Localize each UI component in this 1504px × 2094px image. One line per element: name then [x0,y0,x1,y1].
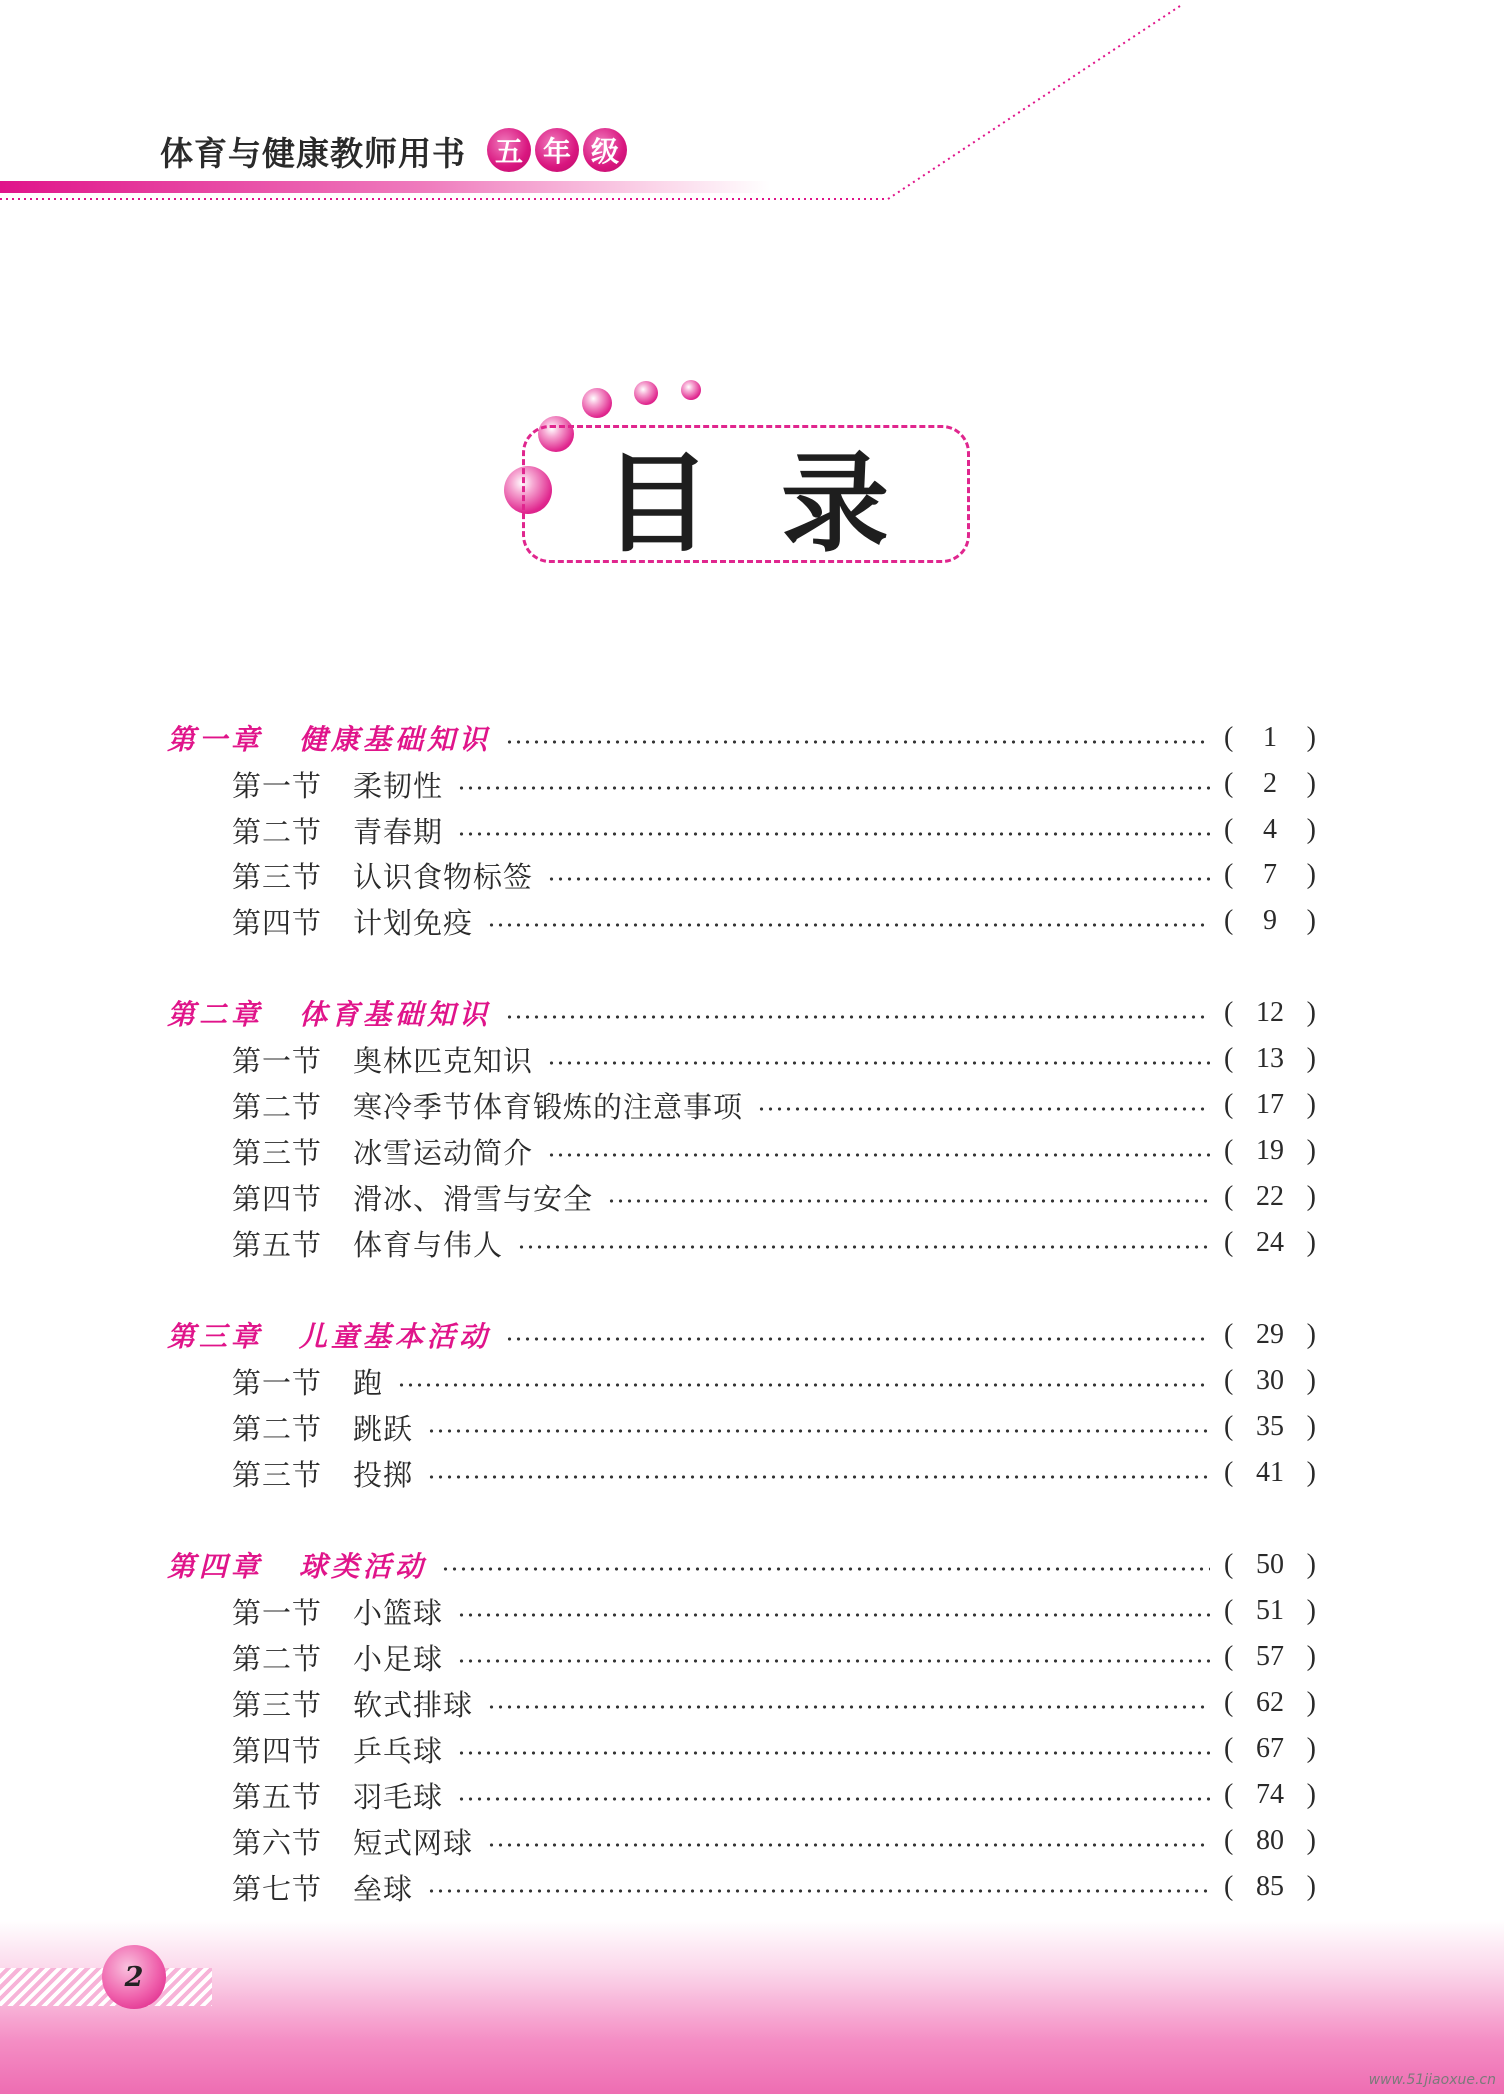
toc-entry-title: 跑 [353,1365,384,1400]
paren-open: ( [1224,1089,1234,1120]
paren-close: ) [1306,1181,1316,1212]
dot-leader [427,1428,1210,1434]
toc-page-ref [1224,1687,1316,1719]
toc-entry-number: 第五节 [232,1227,323,1262]
toc-entry-label [167,1545,427,1585]
footer-band [0,1920,1504,2094]
toc-page-ref [1224,1457,1316,1489]
toc-page-ref [1224,1227,1316,1259]
paren-close: ) [1306,1135,1316,1166]
toc-entry-label [167,1315,491,1355]
paren-open: ( [1224,1227,1234,1258]
toc-page-ref [1224,1871,1316,1903]
toc-entry-label [232,810,443,851]
toc-page-number: 74 [1256,1779,1284,1810]
toc-section-row[interactable] [0,1177,1504,1217]
toc-entry-title: 跳跃 [353,1411,414,1446]
dot-leader [427,1474,1210,1480]
decor-bubble [681,380,701,400]
paren-close: ) [1306,1733,1316,1764]
toc-entry-label [232,1131,533,1172]
toc-page-number: 22 [1256,1181,1284,1212]
toc-page-number: 9 [1263,905,1277,936]
toc-page-ref [1224,1181,1316,1213]
toc-entry-label [232,1821,473,1862]
toc-page-number: 50 [1256,1549,1284,1580]
paren-close: ) [1306,722,1316,753]
toc-page-number: 13 [1256,1043,1284,1074]
toc-page-number: 17 [1256,1089,1284,1120]
toc-section-row[interactable] [0,1867,1504,1907]
paren-close: ) [1306,1595,1316,1626]
paren-close: ) [1306,768,1316,799]
toc-page-number: 30 [1256,1365,1284,1396]
paren-close: ) [1306,859,1316,890]
toc-page-number: 57 [1256,1641,1284,1672]
toc-page-ref [1224,1135,1316,1167]
toc-chapter-row[interactable] [0,1545,1504,1585]
toc-page-ref [1224,768,1316,800]
paren-open: ( [1224,1641,1234,1672]
grade-badge: 年 [535,128,579,172]
paren-close: ) [1306,905,1316,936]
toc-section-row[interactable] [0,1039,1504,1079]
grade-badge: 级 [583,128,627,172]
paren-open: ( [1224,1825,1234,1856]
toc-section-row[interactable] [0,1223,1504,1263]
toc-entry-label [232,1729,443,1770]
paren-open: ( [1224,1135,1234,1166]
dot-leader [517,1244,1210,1250]
toc-page-number: 62 [1256,1687,1284,1718]
toc-entry-label [232,1591,443,1632]
dot-leader [457,831,1210,837]
decor-bubble [634,381,658,405]
toc-page-number: 51 [1256,1595,1284,1626]
paren-open: ( [1224,1411,1234,1442]
toc-entry-number: 第四节 [232,1181,323,1216]
toc-entry-number: 第二节 [232,1641,323,1676]
toc-page-ref [1224,1365,1316,1397]
toc-entry-title: 短式网球 [353,1825,474,1860]
paren-open: ( [1224,1549,1234,1580]
toc-section-row[interactable] [0,1637,1504,1677]
toc-entry-number: 第二节 [232,1411,323,1446]
dot-leader [397,1382,1210,1388]
paren-open: ( [1224,1871,1234,1902]
paren-close: ) [1306,997,1316,1028]
paren-close: ) [1306,1089,1316,1120]
toc-page-number: 80 [1256,1825,1284,1856]
toc-page-number: 19 [1256,1135,1284,1166]
toc-entry-number: 第四节 [232,1733,323,1768]
page-number: 2 [102,1945,166,2009]
page-title: 目录 [602,441,959,567]
toc-entry-title: 柔韧性 [353,768,444,803]
toc-entry-title: 寒冷季节体育锻炼的注意事项 [353,1089,744,1124]
toc-entry-label [232,1223,503,1264]
toc-page-number: 85 [1256,1871,1284,1902]
paren-open: ( [1224,997,1234,1028]
toc-entry-number: 第三节 [232,859,323,894]
toc-section-row[interactable] [0,1131,1504,1171]
paren-open: ( [1224,1181,1234,1212]
toc-section-row[interactable] [0,855,1504,895]
toc-entry-label [232,1867,413,1908]
toc-chapter-row[interactable] [0,1315,1504,1355]
paren-close: ) [1306,1043,1316,1074]
toc-entry-number: 第三节 [232,1457,323,1492]
paren-close: ) [1306,1779,1316,1810]
toc-chapter-row[interactable] [0,993,1504,1033]
toc-entry-title: 健康基础知识 [299,723,492,756]
toc-section-row[interactable] [0,1775,1504,1815]
toc-entry-label [232,1039,533,1080]
toc-page-ref [1224,722,1316,754]
watermark: www.51jiaoxue.cn [1368,2072,1496,2088]
paren-open: ( [1224,1779,1234,1810]
dot-leader [457,1796,1210,1802]
toc-entry-number: 第二节 [232,1089,323,1124]
paren-open: ( [1224,905,1234,936]
dot-leader [457,785,1210,791]
paren-close: ) [1306,1227,1316,1258]
toc-entry-number: 第三节 [232,1687,323,1722]
dot-leader [505,1336,1210,1342]
paren-close: ) [1306,1871,1316,1902]
toc-entry-label [232,764,443,805]
toc-section-row[interactable] [0,901,1504,941]
toc-entry-title: 乒乓球 [353,1733,444,1768]
toc-entry-label [167,993,491,1033]
paren-open: ( [1224,1319,1234,1350]
toc-entry-number: 第二章 [167,998,264,1031]
dot-leader [457,1612,1210,1618]
dot-leader [441,1566,1210,1572]
toc-entry-label [232,1085,743,1126]
paren-open: ( [1224,768,1234,799]
toc-entry-label [232,1775,443,1816]
toc-entry-number: 第四节 [232,905,323,940]
paren-open: ( [1224,1043,1234,1074]
paren-close: ) [1306,814,1316,845]
toc-section-row[interactable] [0,1453,1504,1493]
toc-page-number: 24 [1256,1227,1284,1258]
paren-open: ( [1224,1457,1234,1488]
grade-badges [487,128,627,172]
toc-entry-label [232,1637,443,1678]
toc-page-ref [1224,1549,1316,1581]
toc-page-ref [1224,1411,1316,1443]
toc-section-row[interactable] [0,1821,1504,1861]
paren-close: ) [1306,1825,1316,1856]
dot-leader [547,876,1210,882]
dot-leader [505,739,1210,745]
dot-leader [607,1198,1210,1204]
toc-section-row[interactable] [0,1407,1504,1447]
toc-entry-title: 冰雪运动简介 [353,1135,534,1170]
toc-entry-title: 小篮球 [353,1595,444,1630]
toc-entry-title: 滑冰、滑雪与安全 [353,1181,594,1216]
toc-entry-title: 认识食物标签 [353,859,534,894]
toc-entry-label [232,855,533,896]
dot-leader [427,1888,1210,1894]
dot-leader [487,922,1210,928]
dot-leader [487,1704,1210,1710]
dot-leader [457,1658,1210,1664]
toc-page-ref [1224,1825,1316,1857]
toc-page-ref [1224,1043,1316,1075]
toc-page-number: 35 [1256,1411,1284,1442]
paren-open: ( [1224,1595,1234,1626]
toc-entry-number: 第七节 [232,1871,323,1906]
toc-entry-label [232,1453,413,1494]
toc-entry-title: 计划免疫 [353,905,474,940]
toc-section-row[interactable] [0,1085,1504,1125]
paren-open: ( [1224,814,1234,845]
dot-leader [547,1060,1210,1066]
toc-section-row[interactable] [0,1729,1504,1769]
toc-entry-number: 第五节 [232,1779,323,1814]
toc-entry-label [232,1361,383,1402]
toc-page-ref [1224,814,1316,846]
toc-entry-number: 第二节 [232,814,323,849]
header-bar [0,181,770,193]
toc-entry-number: 第四章 [167,1550,264,1583]
dot-leader [505,1014,1210,1020]
decor-bubble [582,388,612,418]
toc-entry-number: 第一节 [232,1043,323,1078]
paren-close: ) [1306,1641,1316,1672]
toc-page-ref [1224,1089,1316,1121]
paren-close: ) [1306,1411,1316,1442]
toc-page-ref [1224,1779,1316,1811]
toc-section-row[interactable] [0,1361,1504,1401]
toc-page-number: 41 [1256,1457,1284,1488]
toc-page-number: 1 [1263,722,1277,753]
dot-leader [487,1842,1210,1848]
toc-entry-label [232,1177,593,1218]
toc-entry-title: 垒球 [353,1871,414,1906]
dot-leader [757,1106,1210,1112]
toc-entry-title: 软式排球 [353,1687,474,1722]
dot-leader [547,1152,1210,1158]
toc-entry-number: 第六节 [232,1825,323,1860]
toc-page-ref [1224,1641,1316,1673]
toc-page-number: 29 [1256,1319,1284,1350]
toc-page-ref [1224,905,1316,937]
toc-entry-label [232,1683,473,1724]
toc-chapter-row[interactable] [0,718,1504,758]
toc-entry-title: 青春期 [353,814,444,849]
paren-close: ) [1306,1365,1316,1396]
paren-open: ( [1224,1733,1234,1764]
toc-entry-label [232,901,473,942]
toc-entry-number: 第三章 [167,1320,264,1353]
toc-section-row[interactable] [0,1683,1504,1723]
toc-page-ref [1224,1319,1316,1351]
toc-entry-title: 体育基础知识 [299,998,492,1031]
dot-leader [457,1750,1210,1756]
paren-open: ( [1224,1365,1234,1396]
toc-page-number: 12 [1256,997,1284,1028]
toc-page-ref [1224,1595,1316,1627]
paren-open: ( [1224,859,1234,890]
toc-entry-title: 球类活动 [299,1550,428,1583]
paren-close: ) [1306,1457,1316,1488]
book-title: 体育与健康教师用书 [160,134,466,173]
toc-entry-title: 小足球 [353,1641,444,1676]
toc-section-row[interactable] [0,764,1504,804]
paren-open: ( [1224,1687,1234,1718]
toc-entry-number: 第一节 [232,1595,323,1630]
toc-entry-title: 体育与伟人 [353,1227,504,1262]
toc-entry-number: 第一节 [232,768,323,803]
paren-close: ) [1306,1319,1316,1350]
paren-open: ( [1224,722,1234,753]
grade-badge: 五 [487,128,531,172]
toc-entry-number: 第三节 [232,1135,323,1170]
toc-entry-title: 儿童基本活动 [299,1320,492,1353]
toc-section-row[interactable] [0,810,1504,850]
toc-entry-label [232,1407,413,1448]
toc-entry-title: 投掷 [353,1457,414,1492]
toc-page-ref [1224,1733,1316,1765]
toc-entry-title: 羽毛球 [353,1779,444,1814]
toc-entry-label [167,718,491,758]
toc-page-ref [1224,997,1316,1029]
toc-entry-number: 第一节 [232,1365,323,1400]
toc-page-number: 7 [1263,859,1277,890]
toc-section-row[interactable] [0,1591,1504,1631]
toc-page-ref [1224,859,1316,891]
paren-close: ) [1306,1549,1316,1580]
toc-page-number: 2 [1263,768,1277,799]
toc-entry-number: 第一章 [167,723,264,756]
toc-entry-title: 奥林匹克知识 [353,1043,534,1078]
toc-page-number: 67 [1256,1733,1284,1764]
toc-page-number: 4 [1263,814,1277,845]
paren-close: ) [1306,1687,1316,1718]
